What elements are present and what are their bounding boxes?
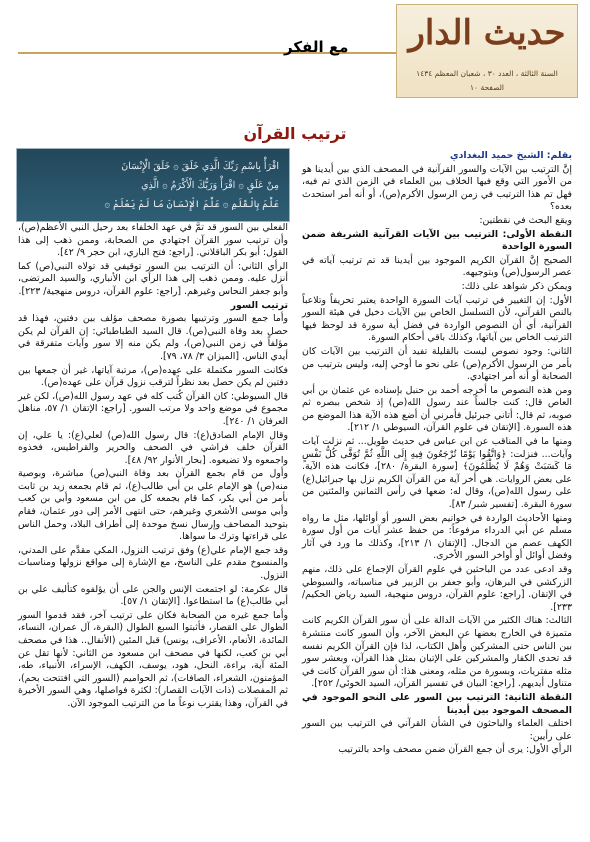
paragraph: فكانت السور مكتملة على عهده(ص)، مرتبة آياتها، غير أن جمعها بين دفتين لم يكن حصل بعد نظراً لترقب نزول قرآن على عهده(ص). — [18, 364, 288, 389]
section-heading: النقطة الثانية: الترتيب بين السور على النحو الموجود في المصحف الموجود بين أيدينا — [302, 691, 572, 716]
paragraph: الثاني: وجود نصوص ليست بالقليلة تفيد أن الترتيب بين الآيات كان بأمر من الرسول الأكرم(ص) على نحو ما أوحي إليه، وليس بترتيب من الصحابة أو أنه أمر اجتهادي. — [302, 345, 572, 383]
verse-line: اقْرَأْ بِاسْمِ رَبِّكَ الَّذِي خَلَقَ ۞ خَلَقَ الْإِنْسَانَ — [121, 161, 279, 172]
paragraph: اختلف العلماء والباحثون في الشأن القرآني في الترتيب بين السور على رأيين: — [302, 718, 572, 742]
paragraph: وأما جمع غيره من الصحابة فكان على ترتيب آخر، فقد قدموا السور الطوال على القصار، فأثبتوا السبع الطوال (البقرة، آل عمران، النساء، المائدة، الأنعام، الأعراف، يونس) قبل المئين (الأنفال.. هذا في مصحف أبي بن كعب، لكنها في مصحف ابن مسعود من الثاني: لأنها تقل عن المئة آية، براءة، النحل، هود، يوسف، الكهف، الإسراء، الأنبياء، طه، المؤمنون، الشعراء، الصافات)، ثم الحواميم (السور التي افتتحت بحم)، ثم المفصلات (ذات الآيات القصار): لكثرة فواصلها، وهي السور الأخيرة في القرآن، وهذا يقترب نوعاً ما من الترتيب الموجود الآن. — [18, 609, 288, 709]
paragraph: ومنها ما في المناقب عن ابن عباس في حديث طويل... ثم نزلت آيات وآيات... فنزلت: ﴿وَاتَّقُوا يَوْمًا تُرْجَعُونَ فِيهِ إِلَى اللَّهِ ثُمَّ تُوَفَّى كُلُّ نَفْسٍ مَا كَسَبَتْ وَهُمْ لَا يُظْلَمُونَ﴾ [سورة البقرة/ ٢٨٠]، فكانت هذه الآية. على بعض الروايات. هي أخر آية من القرآن الكريم نزل بها جبرائيل(ع) على رسول الله(ص)، وقال له: ضعها في رأس الثمانين والمئتين من سورة البقرة. [تفسير شبر/ ٨٣]. — [302, 436, 572, 511]
paragraph: ويقع البحث في نقطتين: — [479, 214, 572, 226]
left-column — [18, 222, 288, 712]
paragraph: الرأي الأول: يرى أن جمع القرآن ضمن مصحف واحد بالترتيب — [338, 744, 572, 756]
page-label: الصفحة ١٠ — [470, 83, 504, 92]
paragraph: وقد ادعى عدد من الباحثين في علوم القرآن الإجماع على ذلك، منهم الزركشي في البرهان، وأبو جعفر بن الزبير في مناسباته، والسيوطي في الإتقان. [راجع: علوم القرآن، دروس منهجية، السيد رياض الحكيم/ ٢٣٣]. — [302, 564, 572, 613]
paragraph: ويمكن ذكر شواهد على ذلك: — [461, 280, 572, 292]
paragraph: ومن هذه النصوص ما أخرجه أحمد بن حنبل بإسناده عن عثمان بن أبي العاص قال: كنت جالساً عند رسول الله(ص) إذ شخص ببصره ثم صوبه، ثم قال: أتاني جبرئيل فأمرني أن أضع هذه الآية هذا الموضع من هذه السورة. [الإتقان في علوم القرآن، السيوطي ١/ ٢١٢]. — [302, 384, 572, 434]
paragraph: وأول من قام بجمع القرآن بعد وفاة النبي(ص) مباشرة، وبوصية منه(ص) هو الإمام علي بن أبي طالب(ع)، ثم قام بجمعه زيد بن ثابت بأمر من أبي بكر، كما قام بجمعه كل من ابن مسعود وأبي بن كعب وأبي موسى الأشعري وغيرهم، حتى انتهى الأمر إلى دور عثمان، فقام بتوحيد المصاحف وإرسال نسخ موحدة إلى أطراف البلاد، وحمل الناس على قراءتها وترك ما سواها. — [18, 468, 288, 543]
paragraph: قال عكرمة: لو اجتمعت الإنس والجن على أن يؤلفوه كتأليف علي بن أبي طالب(ع) ما استطاعوا. [الإتقان ١/ ٥٧]. — [18, 583, 288, 608]
verse-line: مِنْ عَلَقٍ ۞ اقْرَأْ وَرَبُّكَ الْأَكْرَمُ ۞ الَّذِي — [141, 180, 279, 191]
byline: بقلم: الشيخ حميد البغدادي — [449, 150, 572, 161]
paragraph: الصحيح إنَّ القرآن الكريم الموجود بين أيدينا قد تم ترتيب آياته في عصر الرسول(ص) وبتوجيهه. — [302, 254, 572, 279]
section-heading: ترتيب السور — [230, 299, 288, 311]
paragraph: الأول: إن التغيير في ترتيب آيات السورة الواحدة يعتبر تحريفاً وتلاعباً بالنص القرآني، لأن التسلسل الخاص بين الآيات دخيل في هيئة السور القرآنية، أي أن النصوص الواردة في فضل أية سورة قد لوحظ فيها الترتيب الخاص بين آياتها، وكذلك باقي أحكام السورة. — [302, 294, 572, 344]
verse-line: عَلَّمَ بِالْقَلَمِ ۞ عَلَّمَ الْإِنْسَانَ مَا لَمْ يَعْلَمْ ۞ — [104, 199, 279, 210]
logo-text: حديث الدار — [408, 13, 566, 53]
paragraph: وقال الإمام الصادق(ع): قال رسول الله(ص) لعلي(ع): يا علي، إن القرآن خلف فراشي في الصحف والحرير والقراطيس، فخذوه واجمعوه ولا تضيعوه. [بحار الأنوار ٩٢/ ٤٨]. — [18, 429, 288, 466]
paragraph: وقد جمع الإمام علي(ع) وفق ترتيب النزول، المكي مقدَّم على المدني، والمنسوخ مقدم على الناسخ، مع الإشارة إلى مواقع نزولها ومناسبات النزول. — [18, 544, 288, 582]
paragraph: وأما جمع السور وترتيبها بصورة مصحف مؤلف بين دفتين، فهذا قد حصل بعد وفاة النبي(ص). قال السيد الطباطبائي: إن القرآن لم يكن مؤلفاً في زمن النبي(ص)، ولم يكن منه إلا سور وآيات متفرقة في أيدي الناس. [الميزان ٣/ ٧٨، ٧٩]. — [18, 313, 288, 362]
paragraph: ومنها الأحاديث الواردة في خواتيم بعض السور أو أوائلها، مثل ما رواه مسلم عن أبي الدرداء مرفوعاً: من حفظ عشر آيات من أول سورة الكهف عصم من الدجال. [الإتقان ١/ ٢١٣]، وكذلك ما ورد في آثار وفضل أوائل أو أواخر السور الأخرى. — [302, 512, 572, 562]
right-column — [302, 150, 572, 758]
paragraph: الفعلي بين السور قد تمَّ في عهد الخلفاء بعد رحيل النبي الأعظم(ص)، وأن ترتيب سور القرآن اجتهادي من الصحابة، وممن ذهب إلى هذا القول: أبو بكر الباقلاني. [راجع: فتح الباري، ابن حجر ٩/ ٤٢]. — [18, 222, 288, 259]
paragraph: قال السيوطي: كان القرآن كُتب كله في عهد رسول الله(ص)، لكن غير مجموع في موضع واحد ولا مرتب السور. [راجع: الإتقان ١/ ٥٧، مناهل العرفان ١/ ٢٤٠]. — [18, 390, 288, 427]
quran-verse-image — [16, 148, 290, 222]
paragraph: الرأي الثاني: أن الترتيب بين السور توقيفي قد تولاه النبي(ص) كما أنزل عليه. وممن ذهب إلى هذا الرأي ابن الأنباري، والسيد المرتضى، وأبو جعفر النحاس وغيرهم. [راجع: علوم القرآن، دروس منهجية/ ٢٢٣]. — [18, 260, 288, 297]
paragraph: الثالث: هناك الكثير من الآيات الدالة على أن سور القرآن الكريم كانت متميزة في الخارج بعضها عن البعض الآخر، وأن السور كانت منتشرة بين الناس حتى المشركين وأهل الكتاب، لذا فإن القرآن الكريم نفسه قد تحدى الكفار والمشركين على الإتيان بمثل هذا القرآن، وبعشر سور مثله مفتريات، وبسورة من مثله، ومعنى هذا: أن سور القرآن كانت في متناول أيديهم. [راجع: البيان في تفسير القرآن، السيد الخوئي/ ٢٥٢]. — [302, 615, 572, 690]
issue-line: السنة الثالثة ، العدد ٣٠ ، شعبان المعظم ١٤٣٤ — [416, 69, 558, 78]
paragraph: إنَّ الترتيب بين الآيات والسور القرآنية في المصحف الذي بين أيدينا هو من الأمور التي وقع فيها الخلاف بين العلماء في الزمن الذي تم فيه، فهل تم هذا الترتيب في زمن الرسول الأكرم(ص)، أو أنه أمر استحدث بعده؟ — [302, 163, 572, 213]
article-title: ترتيب القرآن — [243, 124, 347, 143]
section-heading: النقطة الأولى: الترتيب بين الآيات القرآنية الشريفة ضمن السورة الواحدة — [302, 228, 572, 253]
masthead — [396, 4, 578, 98]
section-label: مع الفكر — [284, 38, 349, 56]
